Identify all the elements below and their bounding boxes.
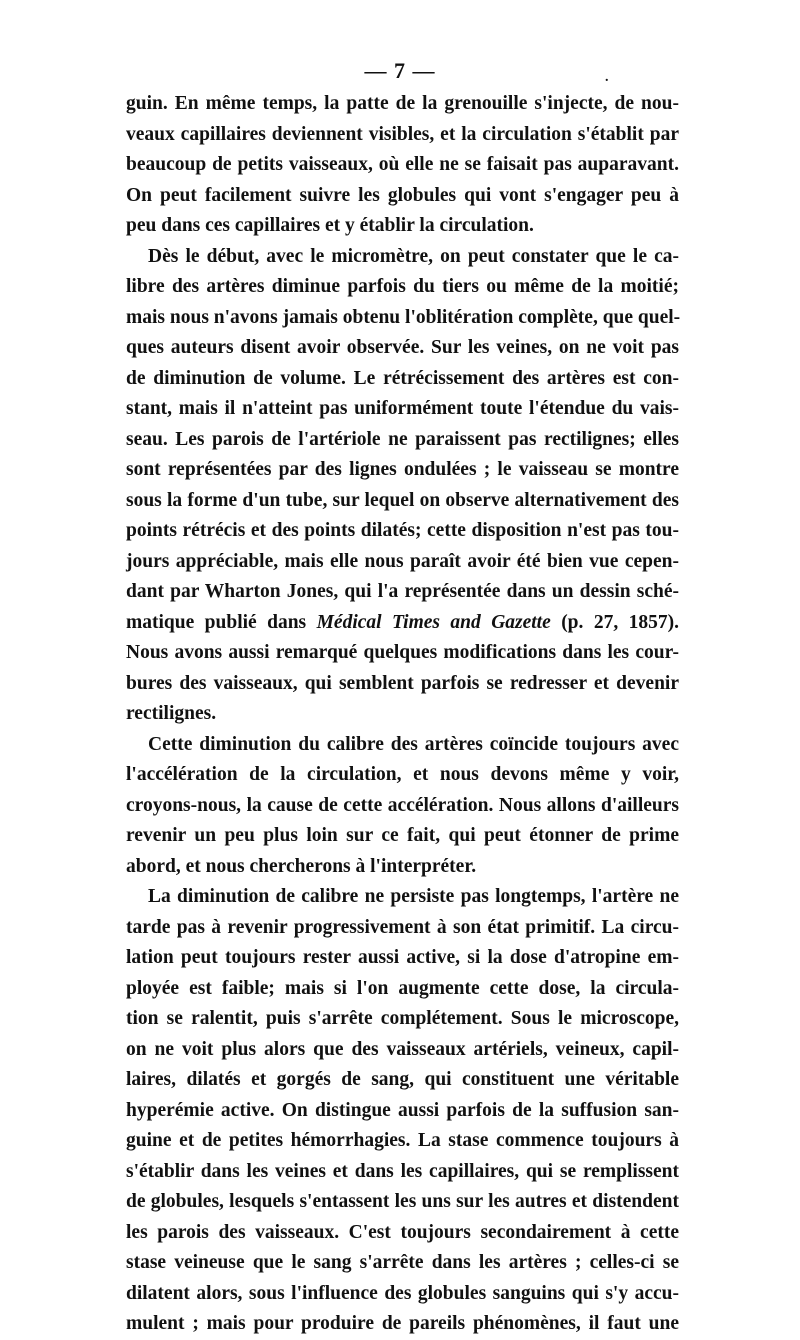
text-line: croyons-nous, la cause de cette accélération. Nous allons d'ailleurs (126, 794, 679, 816)
text-line: guine et de petites hémorrhagies. La stase commence toujours à (126, 1130, 679, 1151)
text-line: revenir un peu plus loin sur ce fait, qui peut étonner de prime (126, 825, 679, 846)
text-line: tion se ralentit, puis s'arrête complétement. Sous le microscope, (126, 1008, 679, 1029)
text-line: l'accélération de la circulation, et nous devons même y voir, (126, 764, 679, 785)
text-line: sont représentées par des lignes ondulées ; le vaisseau se montre (126, 459, 679, 480)
text-line: les parois des vaisseaux. C'est toujours secondairement à cette (126, 1221, 679, 1243)
text-line: sous la forme d'un tube, sur lequel on observe alternativement des (126, 489, 679, 511)
text-line: libre des artères diminue parfois du tiers ou même de la moitié; (126, 276, 679, 297)
text-line: points rétrécis et des points dilatés; cette disposition n'est pas tou- (126, 520, 679, 541)
text-line: ques auteurs disent avoir observée. Sur les veines, on ne voit pas (126, 337, 679, 358)
text-line: mulent ; mais pour produire de pareils phénomènes, il faut une (126, 1313, 679, 1334)
text-line: Cette diminution du calibre des artères coïncide toujours avec (148, 733, 679, 755)
text-line: La diminution de calibre ne persiste pas longtemps, l'artère ne (148, 886, 679, 907)
text-line: laires, dilatés et gorgés de sang, qui constituent une véritable (126, 1069, 679, 1090)
body-text (126, 89, 679, 1340)
text-line: s'établir dans les veines et dans les capillaires, qui se remplissent (126, 1160, 679, 1182)
text-line: peu dans ces capillaires et y établir la circulation. (126, 215, 534, 236)
text-line: tarde pas à revenir progressivement à son état primitif. La circu- (126, 916, 679, 938)
text-line: stase veineuse que le sang s'arrête dans les artères ; celles-ci se (126, 1252, 679, 1273)
text-line: stant, mais il n'atteint pas uniformément toute l'étendue du vais- (126, 398, 679, 419)
page-number: — 7 — (364, 58, 436, 83)
text-line: seau. Les parois de l'artériole ne paraissent pas rectilignes; elles (126, 428, 679, 450)
text-line: On peut facilement suivre les globules qui vont s'engager peu à (126, 184, 679, 206)
text-line: on ne voit plus alors que des vaisseaux artériels, veineux, capil- (126, 1038, 679, 1060)
text-line: rectilignes. (126, 703, 217, 724)
text-line: de globules, lesquels s'entassent les uns sur les autres et distendent (126, 1191, 679, 1212)
text-line: mais nous n'avons jamais obtenu l'oblitération complète, que quel- (126, 306, 681, 328)
text-line: hyperémie active. On distingue aussi parfois de la suffusion san- (126, 1099, 679, 1121)
text-line: ployée est faible; mais si l'on augmente cette dose, la circula- (126, 977, 679, 999)
text-line: guin. En même temps, la patte de la grenouille s'injecte, de nou- (126, 93, 679, 114)
text-line: abord, et nous chercherons à l'interpréter. (126, 855, 477, 877)
text-line (126, 608, 679, 639)
text-line: dant par Wharton Jones, qui l'a représentée dans un dessin sché- (126, 581, 679, 602)
text-line: lation peut toujours rester aussi active, si la dose d'atropine em- (126, 947, 679, 968)
text-line: de diminution de volume. Le rétrécissement des artères est con- (126, 367, 679, 389)
text-line: dilatent alors, sous l'influence des globules sanguins qui s'y accu- (126, 1282, 679, 1304)
page-header (0, 58, 800, 84)
text-line: veaux capillaires deviennent visibles, et la circulation s'établit par (126, 123, 679, 145)
text-segment: matique publié dans (126, 611, 317, 633)
stray-mark: . (605, 70, 610, 85)
text-line: jours appréciable, mais elle nous paraît avoir été bien vue cepen- (126, 550, 679, 572)
journal-title: Médical Times and Gazette (316, 611, 551, 633)
text-line: Nous avons aussi remarqué quelques modifications dans les cour- (126, 642, 679, 663)
text-segment: (p. 27, 1857). (550, 611, 679, 633)
text-line: bures des vaisseaux, qui semblent parfois se redresser et devenir (126, 672, 679, 694)
text-line: Dès le début, avec le micromètre, on peut constater que le ca- (148, 245, 679, 267)
text-line: beaucoup de petits vaisseaux, où elle ne se faisait pas auparavant. (126, 154, 679, 175)
